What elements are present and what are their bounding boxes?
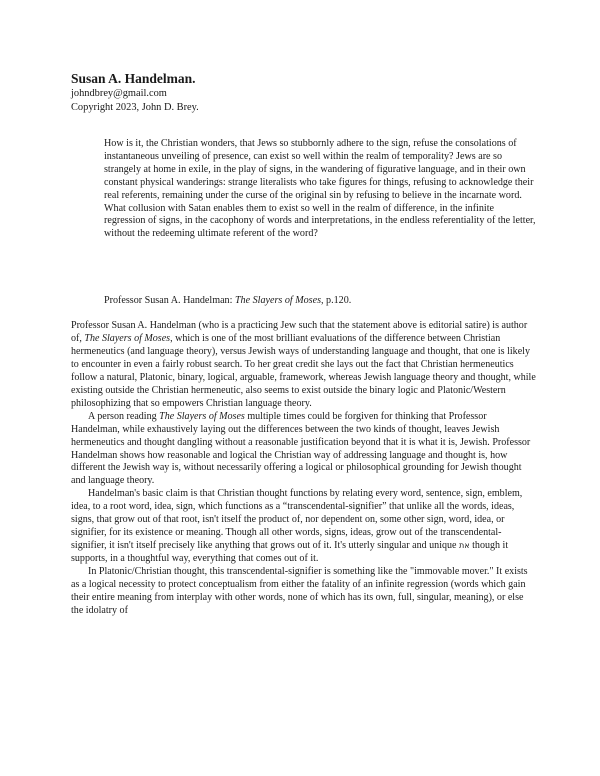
copyright-line: Copyright 2023, John D. Brey. bbox=[71, 102, 199, 113]
quote-citation bbox=[104, 294, 536, 307]
paragraph-1 bbox=[71, 320, 536, 411]
paragraph-2-book-title: The Slayers of Moses bbox=[159, 410, 245, 422]
quote-text: How is it, the Christian wonders, that Jews so stubbornly adhere to the sign, refuse the consolations of instantaneous unveiling of presence, can exist so well within the realm of temporality? Jews are so strangely at home in exile, in the play of signs, in the wandering of figurative language, and in their own constant physical wanderings: strange literalists who take figures for things, refusing to acknowledge their real referents, remaining under the curse of the original sin by refusing to believe in the incarnate word. What collusion with Satan enables them to exist so well in the realm of difference, in the infinite regression of signs, in the cacophony of words and interpretations, in the endless referentiality of the letter, without the redeeming ultimate referent of the word? bbox=[104, 138, 536, 240]
body-text bbox=[71, 320, 536, 618]
paragraph-2-text-b: multiple times could be forgiven for thinking that Professor Handelman, while exhaustively laying out the differences between the two kinds of thought, leaves Jewish hermeneutics and thought dangling without a reasonable justification beyond that it is what it is, Jewish. Professor Handelman shows how reasonable and logical the Christian way of addressing language and thought is, how different the Jewish way is, without necessarily offering a logical or philosophical grounding for Jewish thought and language theory. bbox=[71, 410, 531, 487]
citation-title: The Slayers of Moses, bbox=[234, 295, 324, 306]
paragraph-3 bbox=[71, 488, 536, 566]
paragraph-3-text-b: though it supports, in a thoughtful way, everything that comes out of it. bbox=[71, 540, 509, 565]
paragraph-3-text-a: Handelman's basic claim is that Christian thought functions by relating every word, sentence, sign, emblem, idea, to a root word, idea, sign, which functions as a “transcendental-signifier” that unlike all the words, ideas, signs, that grow out of that root, isn't itself the product of, nor dependent on, some other sign, word, idea, or signifier, for its existence or meaning. Though all other words, signs, ideas, grow out of the transcendental-signifier, it isn't itself precisely like anything that grows out of it. It's utterly singular and unique bbox=[71, 488, 523, 552]
paragraph-1-book-title: The Slayers of Moses bbox=[84, 332, 171, 344]
paragraph-4: In Platonic/Christian thought, this transcendental-signifier is something like the "immovable mover." It exists as a logical necessity to protect conceptualism from either the fatality of an infinite regression (words which gain their entire meaning from interplay with other words, none of which has its own, full, singular, meaning), or else the idolatry of bbox=[71, 566, 528, 616]
block-quote bbox=[104, 138, 536, 241]
citation-prefix: Professor Susan A. Handelman: bbox=[104, 295, 235, 306]
author-heading: Susan A. Handelman. bbox=[71, 71, 196, 86]
paragraph-1-text-a: Professor Susan A. Handelman (who is a practicing Jew such that the statement above is editorial satire) is author of, bbox=[71, 320, 528, 344]
citation-suffix: p.120. bbox=[323, 295, 352, 306]
email-line: johndbrey@gmail.com bbox=[71, 88, 167, 99]
paragraph-1-text-b: , which is one of the most brilliant evaluations of the difference between Christian hermeneutics (and language theory), versus Jewish ways of understanding language and thought, that one is likely to encounter in even a fairly robust search. To her great credit she lays out the fact that Christian hermeneutics follow a natural, Platonic, binary, logical, arguable, framework, whereas Jewish language theory and thought, while existing outside the Christian hermeneutic, also seems to exist outside the binary logic and Platonic/Western philosophizing that so empowers Christian language theory. bbox=[71, 332, 536, 409]
paragraph-2-text-a: A person reading bbox=[88, 410, 160, 422]
document-header bbox=[71, 70, 531, 115]
paragraph-2 bbox=[71, 411, 536, 489]
hebrew-word: את bbox=[459, 541, 470, 551]
